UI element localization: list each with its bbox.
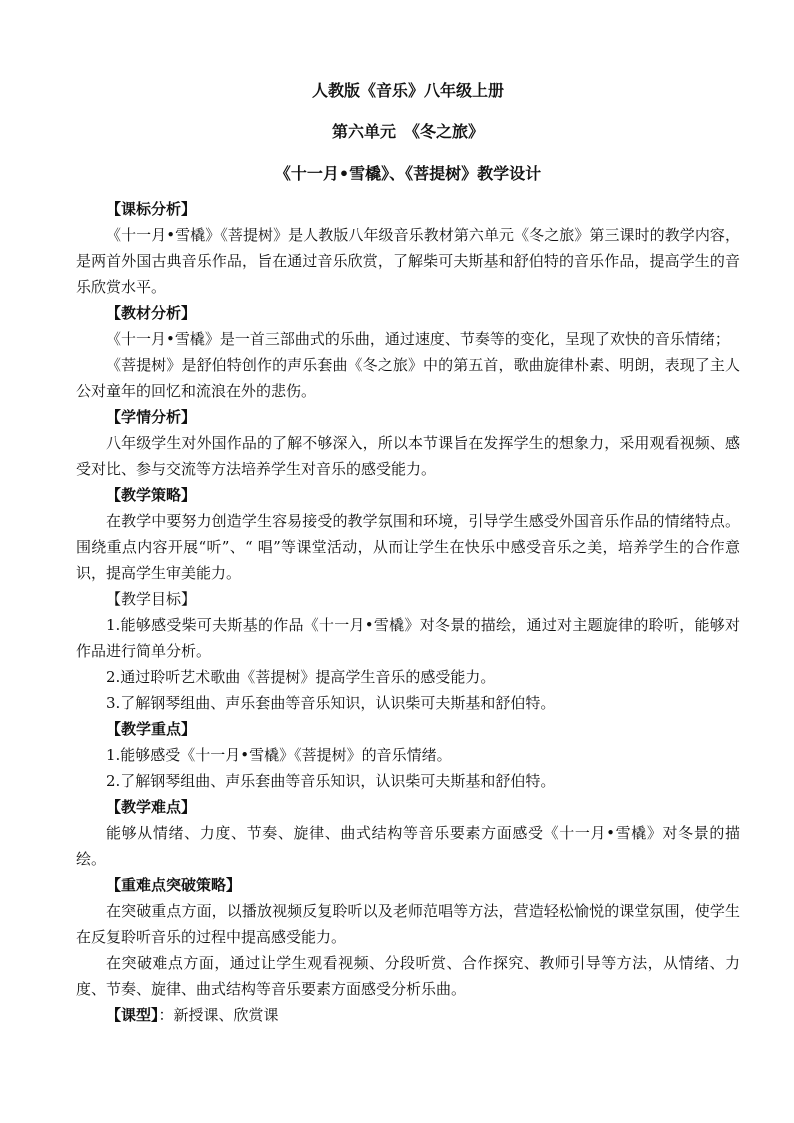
section-heading-breakthrough: 【重难点突破策略】 [106,876,242,894]
paragraph-curriculum: 《十一月•雪橇》《菩提树》是人教版八年级音乐教材第六单元《冬之旅》第三课时的教学内容，是两首外国古典音乐作品，旨在通过音乐欣赏，了解柴可夫斯基和舒伯特的音乐作品，提高学生的音乐欣赏水平。 [76,226,740,296]
paragraph-breakthrough-1: 在突破重点方面，以播放视频反复聆听以及老师范唱等方法，营造轻松愉悦的课堂氛围，使学生在反复聆听音乐的过程中提高感受能力。 [76,902,740,946]
section-heading-lesson-type: 【课型】 [106,1006,159,1024]
section-heading-difficulties: 【教学难点】 [106,798,197,816]
paragraph-textbook-2: 《菩提树》是舒伯特创作的声乐套曲《冬之旅》中的第五首，歌曲旋律朴素、明朗，表现了主人公对童年的回忆和流浪在外的悲伤。 [76,356,740,400]
section-heading-textbook: 【教材分析】 [106,304,197,322]
goal-item-2: 2.通过聆听艺术歌曲《菩提树》提高学生音乐的感受能力。 [106,668,496,686]
section-heading-key-points: 【教学重点】 [106,720,197,738]
goal-item-3: 3.了解钢琴组曲、声乐套曲等音乐知识，认识柴可夫斯基和舒伯特。 [106,694,556,712]
section-heading-goals: 【教学目标】 [106,590,197,608]
lesson-type-value: ：新授课、欣赏课 [158,1006,279,1024]
key-point-item-2: 2.了解钢琴组曲、声乐套曲等音乐知识，认识柴可夫斯基和舒伯特。 [106,772,556,790]
section-heading-curriculum: 【课标分析】 [106,200,197,218]
paragraph-textbook-1: 《十一月•雪橇》是一首三部曲式的乐曲，通过速度、节奏等的变化，呈现了欢快的音乐情绪； [106,330,730,348]
document-title: 人教版《音乐》八年级上册 [311,81,504,100]
paragraph-breakthrough-2: 在突破难点方面，通过让学生观看视频、分段听赏、合作探究、教师引导等方法，从情绪、力度、节奏、旋律、曲式结构等音乐要素方面感受分析乐曲。 [76,954,740,998]
key-point-item-1: 1.能够感受《十一月•雪橇》《菩提树》的音乐情绪。 [106,746,452,764]
unit-title: 第六单元 《冬之旅》 [331,122,484,141]
paragraph-strategy: 在教学中要努力创造学生容易接受的教学氛围和环境，引导学生感受外国音乐作品的情绪特点。围绕重点内容开展“听”、“ 唱”等课堂活动，从而让学生在快乐中感受音乐之美，培养学生的合作意识，提高学生审美能力。 [76,512,740,582]
paragraph-students: 八年级学生对外国作品的了解不够深入，所以本节课旨在发挥学生的想象力，采用观看视频、感受对比、参与交流等方法培养学生对音乐的感受能力。 [76,434,740,478]
section-heading-strategy: 【教学策略】 [106,486,197,504]
section-heading-students: 【学情分析】 [106,408,197,426]
goal-item-1: 1.能够感受柴可夫斯基的作品《十一月•雪橇》对冬景的描绘，通过对主题旋律的聆听，能够对作品进行简单分析。 [76,616,740,660]
lesson-title: 《十一月•雪橇》、《菩提树》教学设计 [274,164,542,183]
paragraph-difficulties: 能够从情绪、力度、节奏、旋律、曲式结构等音乐要素方面感受《十一月•雪橇》对冬景的描绘。 [76,824,740,868]
document-body [76,196,740,1028]
lesson-type-line [76,1002,740,1028]
